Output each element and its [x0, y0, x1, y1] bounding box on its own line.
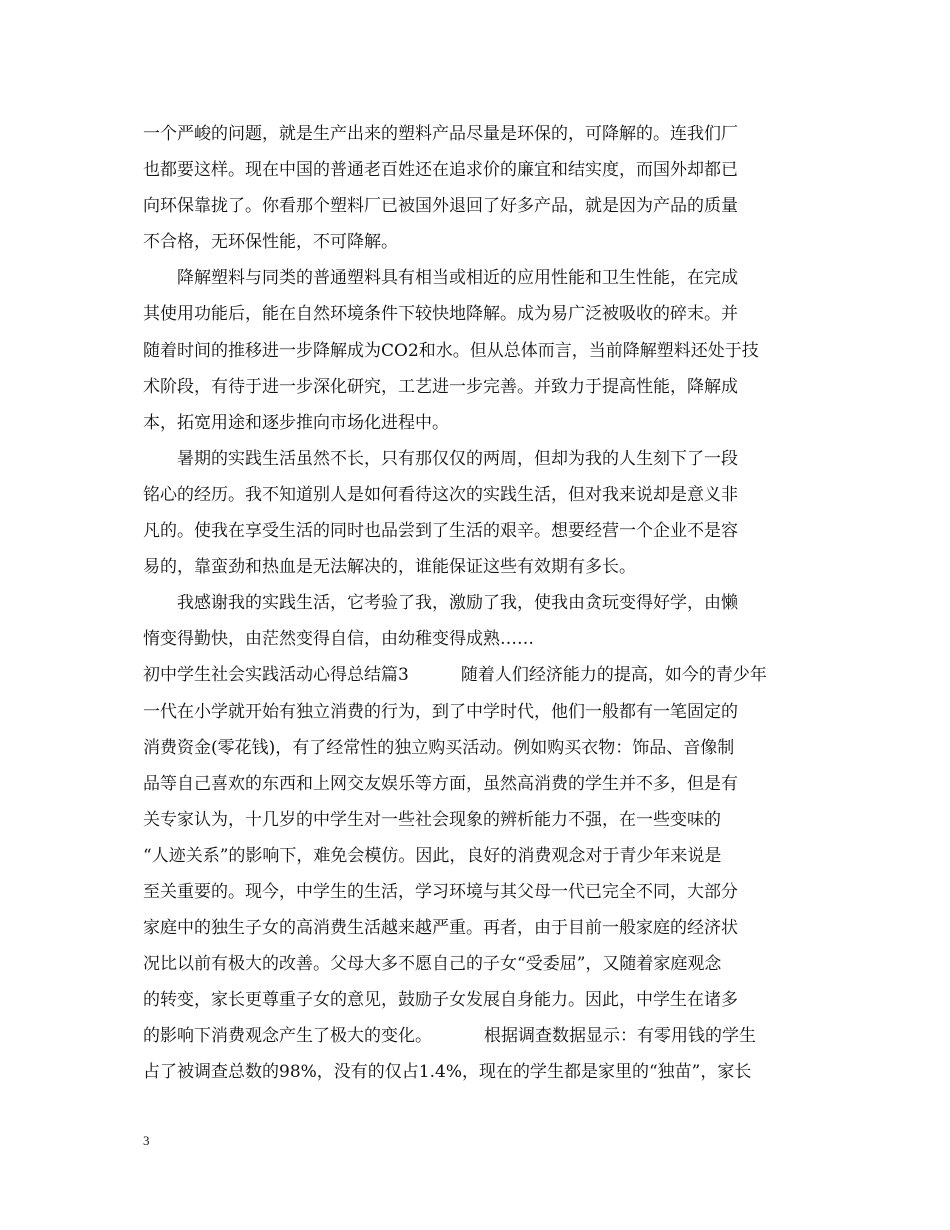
text-line: 的转变，家长更尊重子女的意见，鼓励子女发展自身能力。因此，中学生在诸多 — [143, 990, 738, 1011]
text-line: 术阶段，有待于进一步深化研究，工艺进一步完善。并致力于提高性能，降解成 — [143, 376, 738, 397]
page-number: 3 — [143, 1133, 150, 1148]
section-heading: 初中学生社会实践活动心得总结篇3 — [143, 665, 409, 686]
text-line: 消费资金(零花钱)，有了经常性的独立购买活动。例如购买衣物：饰品、音像制 — [143, 737, 735, 758]
text-line: 铭心的经历。我不知道别人是如何看待这次的实践生活，但对我来说却是意义非 — [143, 484, 738, 505]
text-line: “人迹关系”的影响下，难免会模仿。因此，良好的消费观念对于青少年来说是 — [143, 845, 722, 866]
text-line: 也都要这样。现在中国的普通老百姓还在追求价的廉宜和结实度，而国外却都已 — [143, 160, 738, 181]
text-line: 易的，靠蛮劲和热血是无法解决的，谁能保证这些有效期有多长。 — [143, 557, 636, 578]
text-line: 关专家认为，十几岁的中学生对一些社会现象的辨析能力不强，在一些变味的 — [143, 809, 721, 830]
text-segment: 随着人们经济能力的提高，如今的青少年 — [460, 665, 767, 686]
text-line: 本，拓宽用途和逐步推向市场化进程中。 — [143, 412, 449, 433]
text-line: 向环保靠拢了。你看那个塑料厂已被国外退回了好多产品，就是因为产品的质量 — [143, 196, 738, 217]
text-line — [143, 1018, 809, 1054]
text-line: 况比以前有极大的改善。父母大多不愿自己的子女“受委屈”，又随着家庭观念 — [143, 954, 722, 975]
section-heading-line — [143, 657, 809, 693]
text-segment: 的影响下消费观念产生了极大的变化。 — [143, 1026, 432, 1047]
paragraph-start-line: 我感谢我的实践生活，它考验了我，激励了我，使我由贪玩变得好学，由懒 — [177, 593, 738, 614]
text-line: 品等自己喜欢的东西和上网交友娱乐等方面，虽然高消费的学生并不多，但是有 — [143, 773, 738, 794]
document-body — [143, 116, 809, 1091]
text-line: 一个严峻的问题，就是生产出来的塑料产品尽量是环保的，可降解的。连我们厂 — [143, 124, 738, 144]
text-line: 至关重要的。现今，中学生的生活，学习环境与其父母一代已完全不同，大部分 — [143, 881, 738, 902]
text-line: 一代在小学就开始有独立消费的行为，到了中学时代，他们一般都有一笔固定的 — [143, 701, 738, 722]
text-line: 不合格，无环保性能，不可降解。 — [143, 232, 398, 253]
text-line: 其使用功能后，能在自然环境条件下较快地降解。成为易广泛被吸收的碎末。并 — [143, 304, 738, 325]
paragraph-start-line: 暑期的实践生活虽然不长，只有那仅仅的两周，但却为我的人生刻下了一段 — [177, 448, 738, 469]
text-line: 惰变得勤快，由茫然变得自信，由幼稚变得成熟…… — [143, 629, 534, 650]
text-line: 凡的。使我在享受生活的同时也品尝到了生活的艰辛。想要经营一个企业不是容 — [143, 521, 738, 542]
text-line: 占了被调查总数的98%，没有的仅占1.4%，现在的学生都是家里的“独苗”，家长 — [143, 1062, 752, 1083]
text-segment: 根据调查数据显示：有零用钱的学生 — [484, 1026, 756, 1047]
text-line: 随着时间的推移进一步降解成为CO2和水。但从总体而言，当前降解塑料还处于技 — [143, 340, 759, 361]
text-line: 家庭中的独生子女的高消费生活越来越严重。再者，由于目前一般家庭的经济状 — [143, 918, 738, 939]
paragraph-start-line: 降解塑料与同类的普通塑料具有相当或相近的应用性能和卫生性能，在完成 — [177, 268, 738, 289]
